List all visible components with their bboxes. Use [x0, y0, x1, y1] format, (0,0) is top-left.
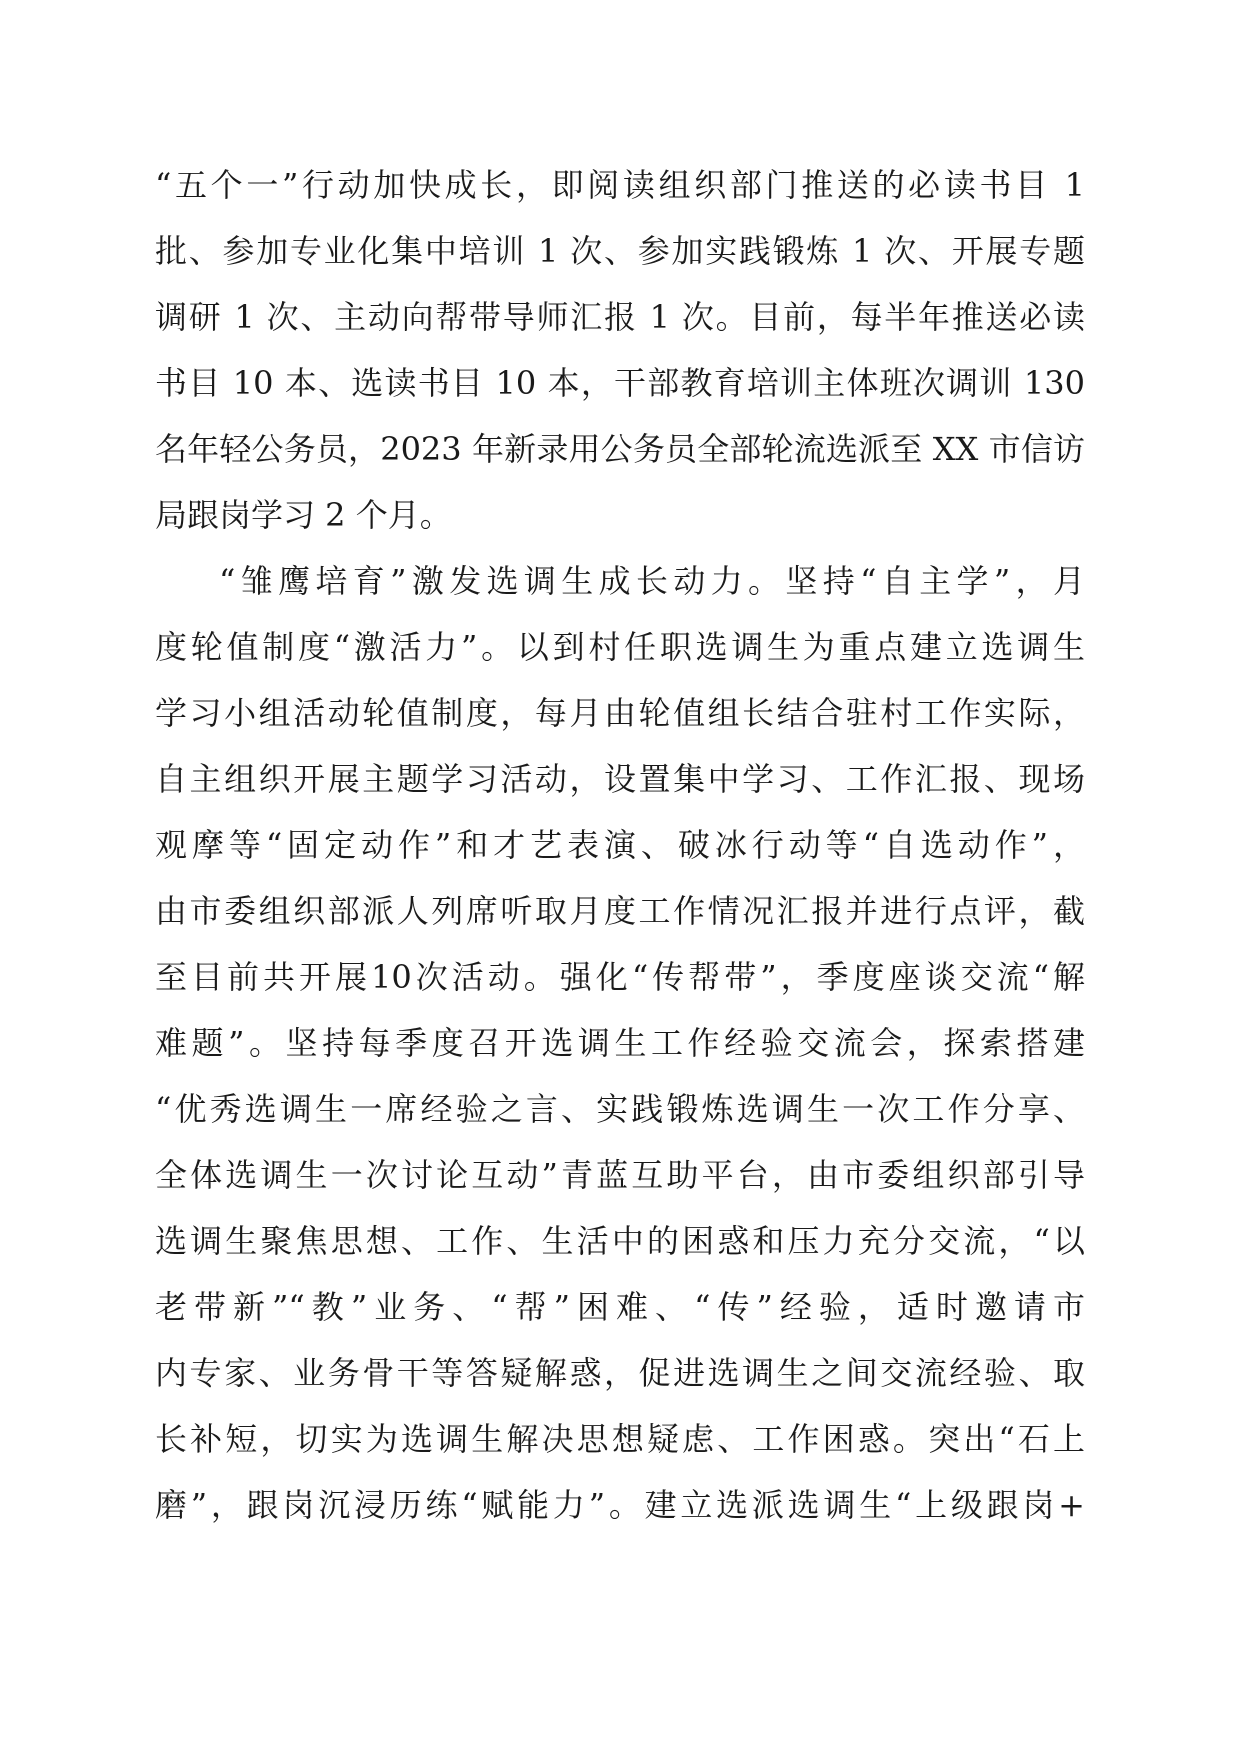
text-line: 全体选调生一次讨论互动”青蓝互助平台，由市委组织部引导	[155, 1156, 1085, 1194]
text-line: “优秀选调生一席经验之言、实践锻炼选调生一次工作分享、	[155, 1090, 1085, 1128]
text-line: 书目 10 本、选读书目 10 本，干部教育培训主体班次调训 130	[155, 364, 1085, 402]
text-line: 名年轻公务员，2023 年新录用公务员全部轮流选派至 XX 市信访	[155, 430, 1085, 468]
paragraph-heading-line: “雏鹰培育”激发选调生成长动力。坚持“自主学”，月	[219, 562, 1085, 600]
text-line: 内专家、业务骨干等答疑解惑，促进选调生之间交流经验、取	[155, 1354, 1085, 1392]
text-line: 难题”。坚持每季度召开选调生工作经验交流会，探索搭建	[155, 1024, 1085, 1062]
text-line: 选调生聚焦思想、工作、生活中的困惑和压力充分交流，“以	[155, 1222, 1085, 1260]
text-line: 局跟岗学习 2 个月。	[155, 496, 452, 534]
text-line: 批、参加专业化集中培训 1 次、参加实践锻炼 1 次、开展专题	[155, 232, 1085, 270]
text-line: 学习小组活动轮值制度，每月由轮值组长结合驻村工作实际，	[155, 694, 1085, 732]
text-line: 至目前共开展10次活动。强化“传帮带”，季度座谈交流“解	[155, 958, 1085, 996]
text-line: 调研 1 次、主动向帮带导师汇报 1 次。目前，每半年推送必读	[155, 298, 1085, 336]
text-line: “五个一”行动加快成长，即阅读组织部门推送的必读书目 1	[155, 166, 1085, 204]
text-line: 观摩等“固定动作”和才艺表演、破冰行动等“自选动作”，	[155, 826, 1085, 864]
text-line: 由市委组织部派人列席听取月度工作情况汇报并进行点评，截	[155, 892, 1085, 930]
text-line: 自主组织开展主题学习活动，设置集中学习、工作汇报、现场	[155, 760, 1085, 798]
text-line: 长补短，切实为选调生解决思想疑虑、工作困惑。突出“石上	[155, 1420, 1085, 1458]
text-line: 度轮值制度“激活力”。以到村任职选调生为重点建立选调生	[155, 628, 1085, 666]
text-line: 老带新”“教”业务、“帮”困难、“传”经验，适时邀请市	[155, 1288, 1085, 1326]
text-line: 磨”，跟岗沉浸历练“赋能力”。建立选派选调生“上级跟岗+	[155, 1486, 1085, 1524]
